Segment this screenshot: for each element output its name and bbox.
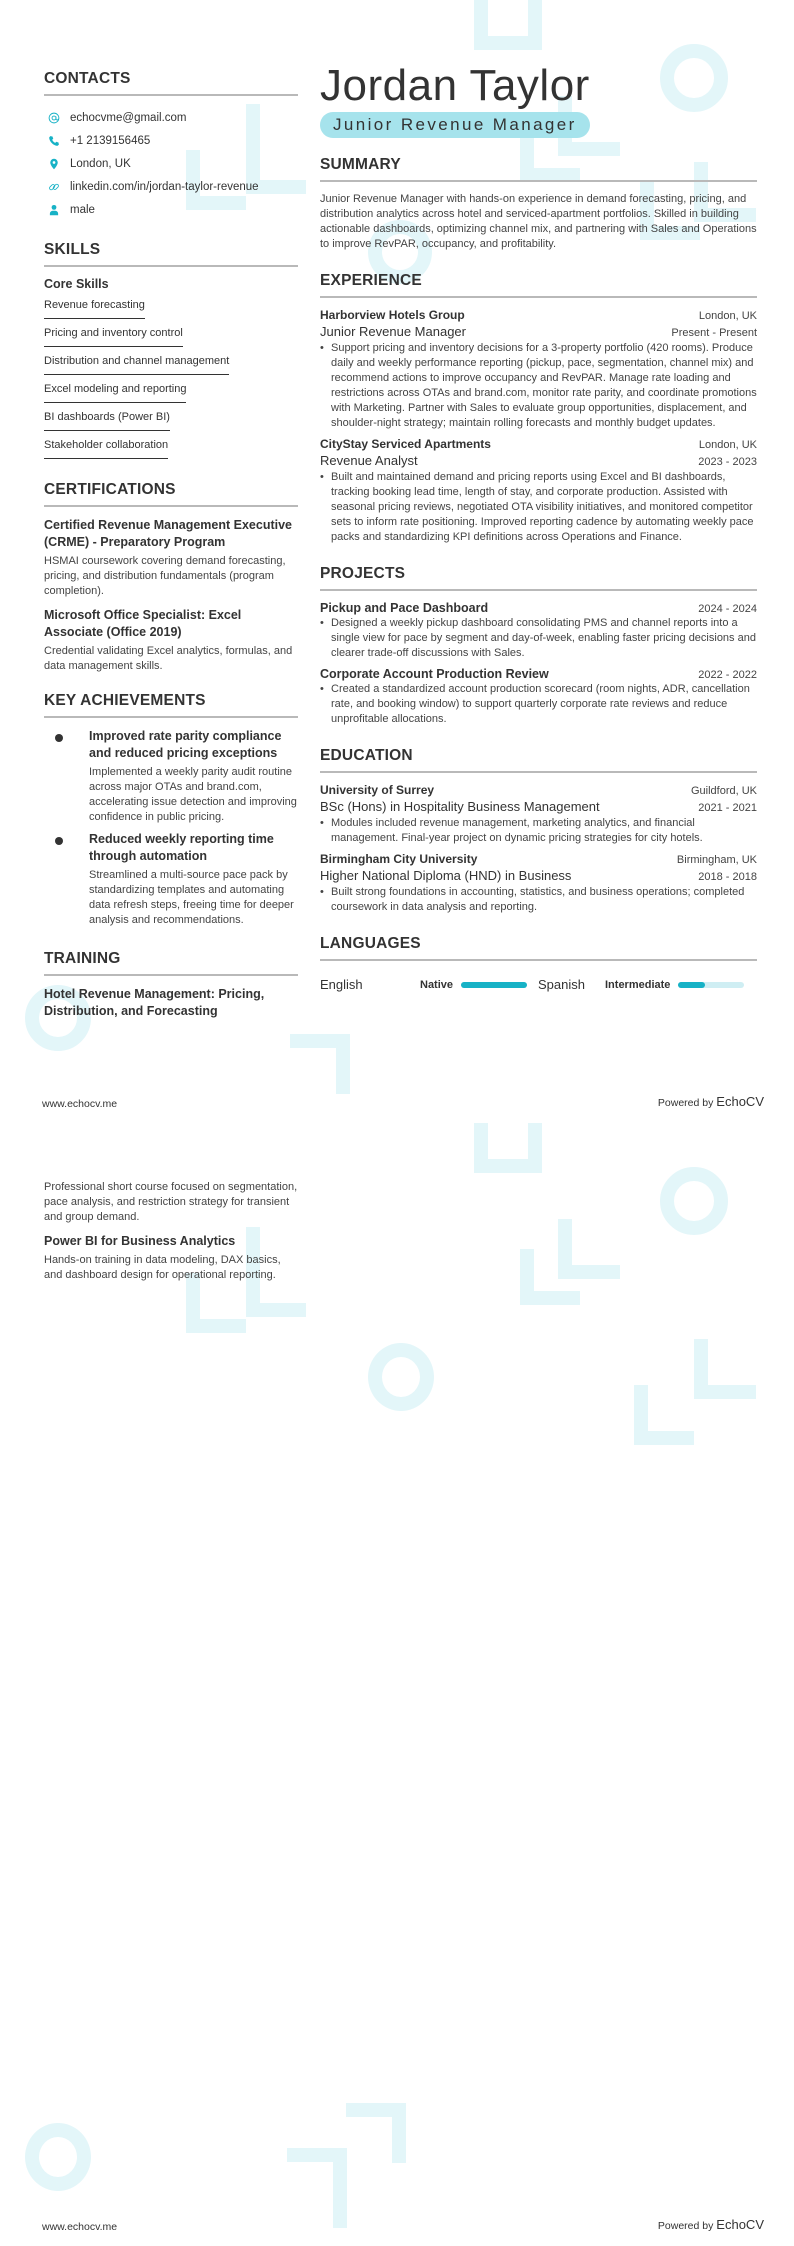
decor-l-shape [290,1034,350,1094]
language-item [538,977,757,992]
contact-gender-text: male [70,203,95,216]
language-proficiency-bar [678,982,744,988]
section-heading-achievements: KEY ACHIEVEMENTS [44,692,298,718]
section-heading-languages: LANGUAGES [320,935,757,961]
achievement-description: Implemented a weekly parity audit routine across major OTAs and brand.com, accelerating issue detection and improving confidence in public pricing. [89,766,297,823]
job-dates: 2023 - 2023 [698,456,757,468]
decor-l-shape [694,1339,756,1399]
institution-location: Guildford, UK [690,785,757,797]
at-icon [47,111,61,125]
resume-page-2 [0,1123,794,2246]
project-item [320,601,757,661]
contact-email[interactable] [44,106,298,129]
bullet-icon: • [320,617,324,629]
brand-name: EchoCV [716,1094,764,1109]
section-heading-training: TRAINING [44,950,298,976]
candidate-name: Jordan Taylor [320,61,590,110]
certifications-section [44,481,298,674]
job-position: Revenue Analyst [320,453,418,468]
footer-powered-by[interactable] [658,1094,764,1109]
education-description: Built strong foundations in accounting, statistics, and business operations; completed coursework in data analysis and reporting. [331,886,745,913]
experience-item [320,308,757,431]
employer-location: London, UK [698,439,757,451]
education-section [320,747,757,915]
training-section [44,950,298,1020]
achievement-item [44,728,298,825]
employer-name: CityStay Serviced Apartments [320,437,491,451]
skills-section [44,241,298,463]
achievement-title: Improved rate parity compliance and reduced pricing exceptions [89,729,282,760]
powered-by-label: Powered by [657,1097,714,1109]
skill-item: Pricing and inventory control [44,324,183,347]
section-heading-experience: EXPERIENCE [320,272,757,298]
decor-cup-shape [474,1123,542,1173]
link-icon [47,180,61,194]
person-icon [47,203,61,217]
footer-website-link[interactable]: www.echocv.me [42,2221,118,2233]
footer-powered-by[interactable] [658,2217,764,2232]
institution-location: Birmingham, UK [676,854,757,866]
section-heading-education: EDUCATION [320,747,757,773]
achievement-item [44,831,298,928]
training-title: Hotel Revenue Management: Pricing, Distribution, and Forecasting [44,987,265,1018]
achievements-section [44,692,298,928]
section-heading-projects: PROJECTS [320,565,757,591]
job-description: Built and maintained demand and pricing reports using Excel and BI dashboards, tracking booking lead time, length of stay, and corporate production. Assisted with seasonal pricing reviews, negotiated OTA visibility initiatives, and monitored competitor sets to inform rate positioning. Improved reporting cadence by automating weekly pace packs and standardizing KPI definitions across Operations and Finance. [331,471,754,543]
project-dates: 2024 - 2024 [698,603,757,615]
bullet-icon: • [320,817,324,829]
decor-cup-shape [474,0,542,50]
contacts-section [44,70,298,221]
sidebar [44,70,298,1020]
project-description: Created a standardized account production scorecard (room nights, ADR, cancellation rate, and booking window) to support quarterly corporate rate reviews and reduce unprofitable allocations. [331,683,750,725]
education-dates: 2018 - 2018 [698,871,757,883]
powered-by-label: Powered by [657,2220,714,2232]
certification-title: Microsoft Office Specialist: Excel Associate (Office 2019) [44,608,242,639]
contact-linkedin[interactable] [44,175,298,198]
language-proficiency-bar [461,982,527,988]
project-description: Designed a weekly pickup dashboard consolidating PMS and channel reports into a single view for pace by segment and day-of-week, enabling faster pricing decisions and clearer trade-off discussions with Sales. [331,617,756,659]
summary-text: Junior Revenue Manager with hands-on experience in demand forecasting, pricing, and distribution analytics across hotel and serviced-apartment portfolios. Skilled in building actionable dashboards, optimizing channel mix, and partnering with Sales and Operations to improve RevPAR, occupancy, and profitability. [320,193,757,250]
language-level: Native [420,978,454,991]
job-position: Junior Revenue Manager [320,324,466,339]
bullet-icon: • [320,683,324,695]
main-content [320,62,757,992]
bullet-icon: • [320,886,324,898]
contact-linkedin-text: linkedin.com/in/jordan-taylor-revenue [70,180,259,193]
project-title: Pickup and Pace Dashboard [320,601,489,615]
decor-ring-shape [25,2123,91,2191]
job-description: Support pricing and inventory decisions for a 3-property portfolio (420 rooms). Produce daily and weekly performance reporting (pickup, pace, segmentation, channel mix) and recommend actions to improve occupancy and RevPAR. Manage rate loading and restrictions across OTAs and brand.com, monitor rate parity, and coordinate promotions with Marketing. Partner with Sales to evaluate group opportunities, displacement, and shoulder-night strategy; maintain rolling forecasts and monthly budget updates. [331,342,757,429]
decor-l-shape [346,2103,406,2163]
degree-name: BSc (Hons) in Hospitality Business Management [320,799,600,814]
institution-name: Birmingham City University [320,852,478,866]
certification-description: Credential validating Excel analytics, formulas, and data management skills. [44,645,293,672]
bullet-dot-icon [55,734,63,742]
training-description: Professional short course focused on segmentation, pace analysis, and restriction strategy for transient and group demand. [44,1181,298,1223]
education-description: Modules included revenue management, marketing analytics, and financial management. Final-year project on dynamic pricing strategies for city hotels. [331,817,703,844]
skill-item: BI dashboards (Power BI) [44,408,170,431]
decor-l-shape [287,2148,347,2228]
decor-l-shape [634,1385,694,1445]
skill-item: Stakeholder collaboration [44,436,168,459]
phone-icon [47,134,61,148]
contact-location-text: London, UK [70,157,131,170]
bullet-icon: • [320,342,324,354]
education-item [320,852,757,915]
achievement-description: Streamlined a multi-source pace pack by standardizing templates and automating data refresh steps, freeing time for deeper analysis and recommendations. [89,869,294,926]
skill-item: Excel modeling and reporting [44,380,186,403]
languages-section [320,935,757,992]
language-item [320,977,538,992]
contact-gender [44,198,298,221]
section-heading-contacts: CONTACTS [44,70,298,96]
section-heading-skills: SKILLS [44,241,298,267]
training-description: Hands-on training in data modeling, DAX basics, and dashboard design for operational reporting. [44,1254,281,1281]
contact-email-text: echocvme@gmail.com [70,111,187,124]
skill-item: Distribution and channel management [44,352,229,375]
degree-name: Higher National Diploma (HND) in Business [320,868,572,883]
skill-item: Revenue forecasting [44,296,145,319]
employer-location: London, UK [698,310,757,322]
sidebar-continued [44,1177,298,1291]
location-pin-icon [47,157,61,171]
experience-section [320,272,757,545]
education-item [320,783,757,846]
skill-group-title: Core Skills [44,277,109,291]
decor-l-shape [520,1249,580,1305]
contact-phone-text: +1 2139156465 [70,134,151,147]
certification-description: HSMAI coursework covering demand forecasting, pricing, and distribution fundamentals (program completion). [44,555,286,597]
employer-name: Harborview Hotels Group [320,308,465,322]
project-dates: 2022 - 2022 [698,669,757,681]
contact-phone[interactable] [44,129,298,152]
contact-location [44,152,298,175]
projects-section [320,565,757,727]
language-level: Intermediate [605,978,671,991]
project-item [320,667,757,727]
job-dates: Present - Present [671,327,757,339]
training-title: Power BI for Business Analytics [44,1234,236,1248]
footer-website-link[interactable]: www.echocv.me [42,1098,118,1110]
summary-section [320,156,757,252]
decor-ring-shape [368,1343,434,1411]
education-dates: 2021 - 2021 [698,802,757,814]
candidate-title-badge: Junior Revenue Manager [320,112,590,138]
bullet-dot-icon [55,837,63,845]
project-title: Corporate Account Production Review [320,667,549,681]
section-heading-certifications: CERTIFICATIONS [44,481,298,507]
achievement-title: Reduced weekly reporting time through automation [89,832,274,863]
language-name: English [320,977,363,992]
section-heading-summary: SUMMARY [320,156,757,182]
certification-title: Certified Revenue Management Executive (CRME) - Preparatory Program [44,518,292,549]
decor-ring-shape [660,1167,728,1235]
language-name: Spanish [538,977,585,992]
brand-name: EchoCV [716,2217,764,2232]
institution-name: University of Surrey [320,783,435,797]
experience-item [320,437,757,545]
bullet-icon: • [320,471,324,483]
